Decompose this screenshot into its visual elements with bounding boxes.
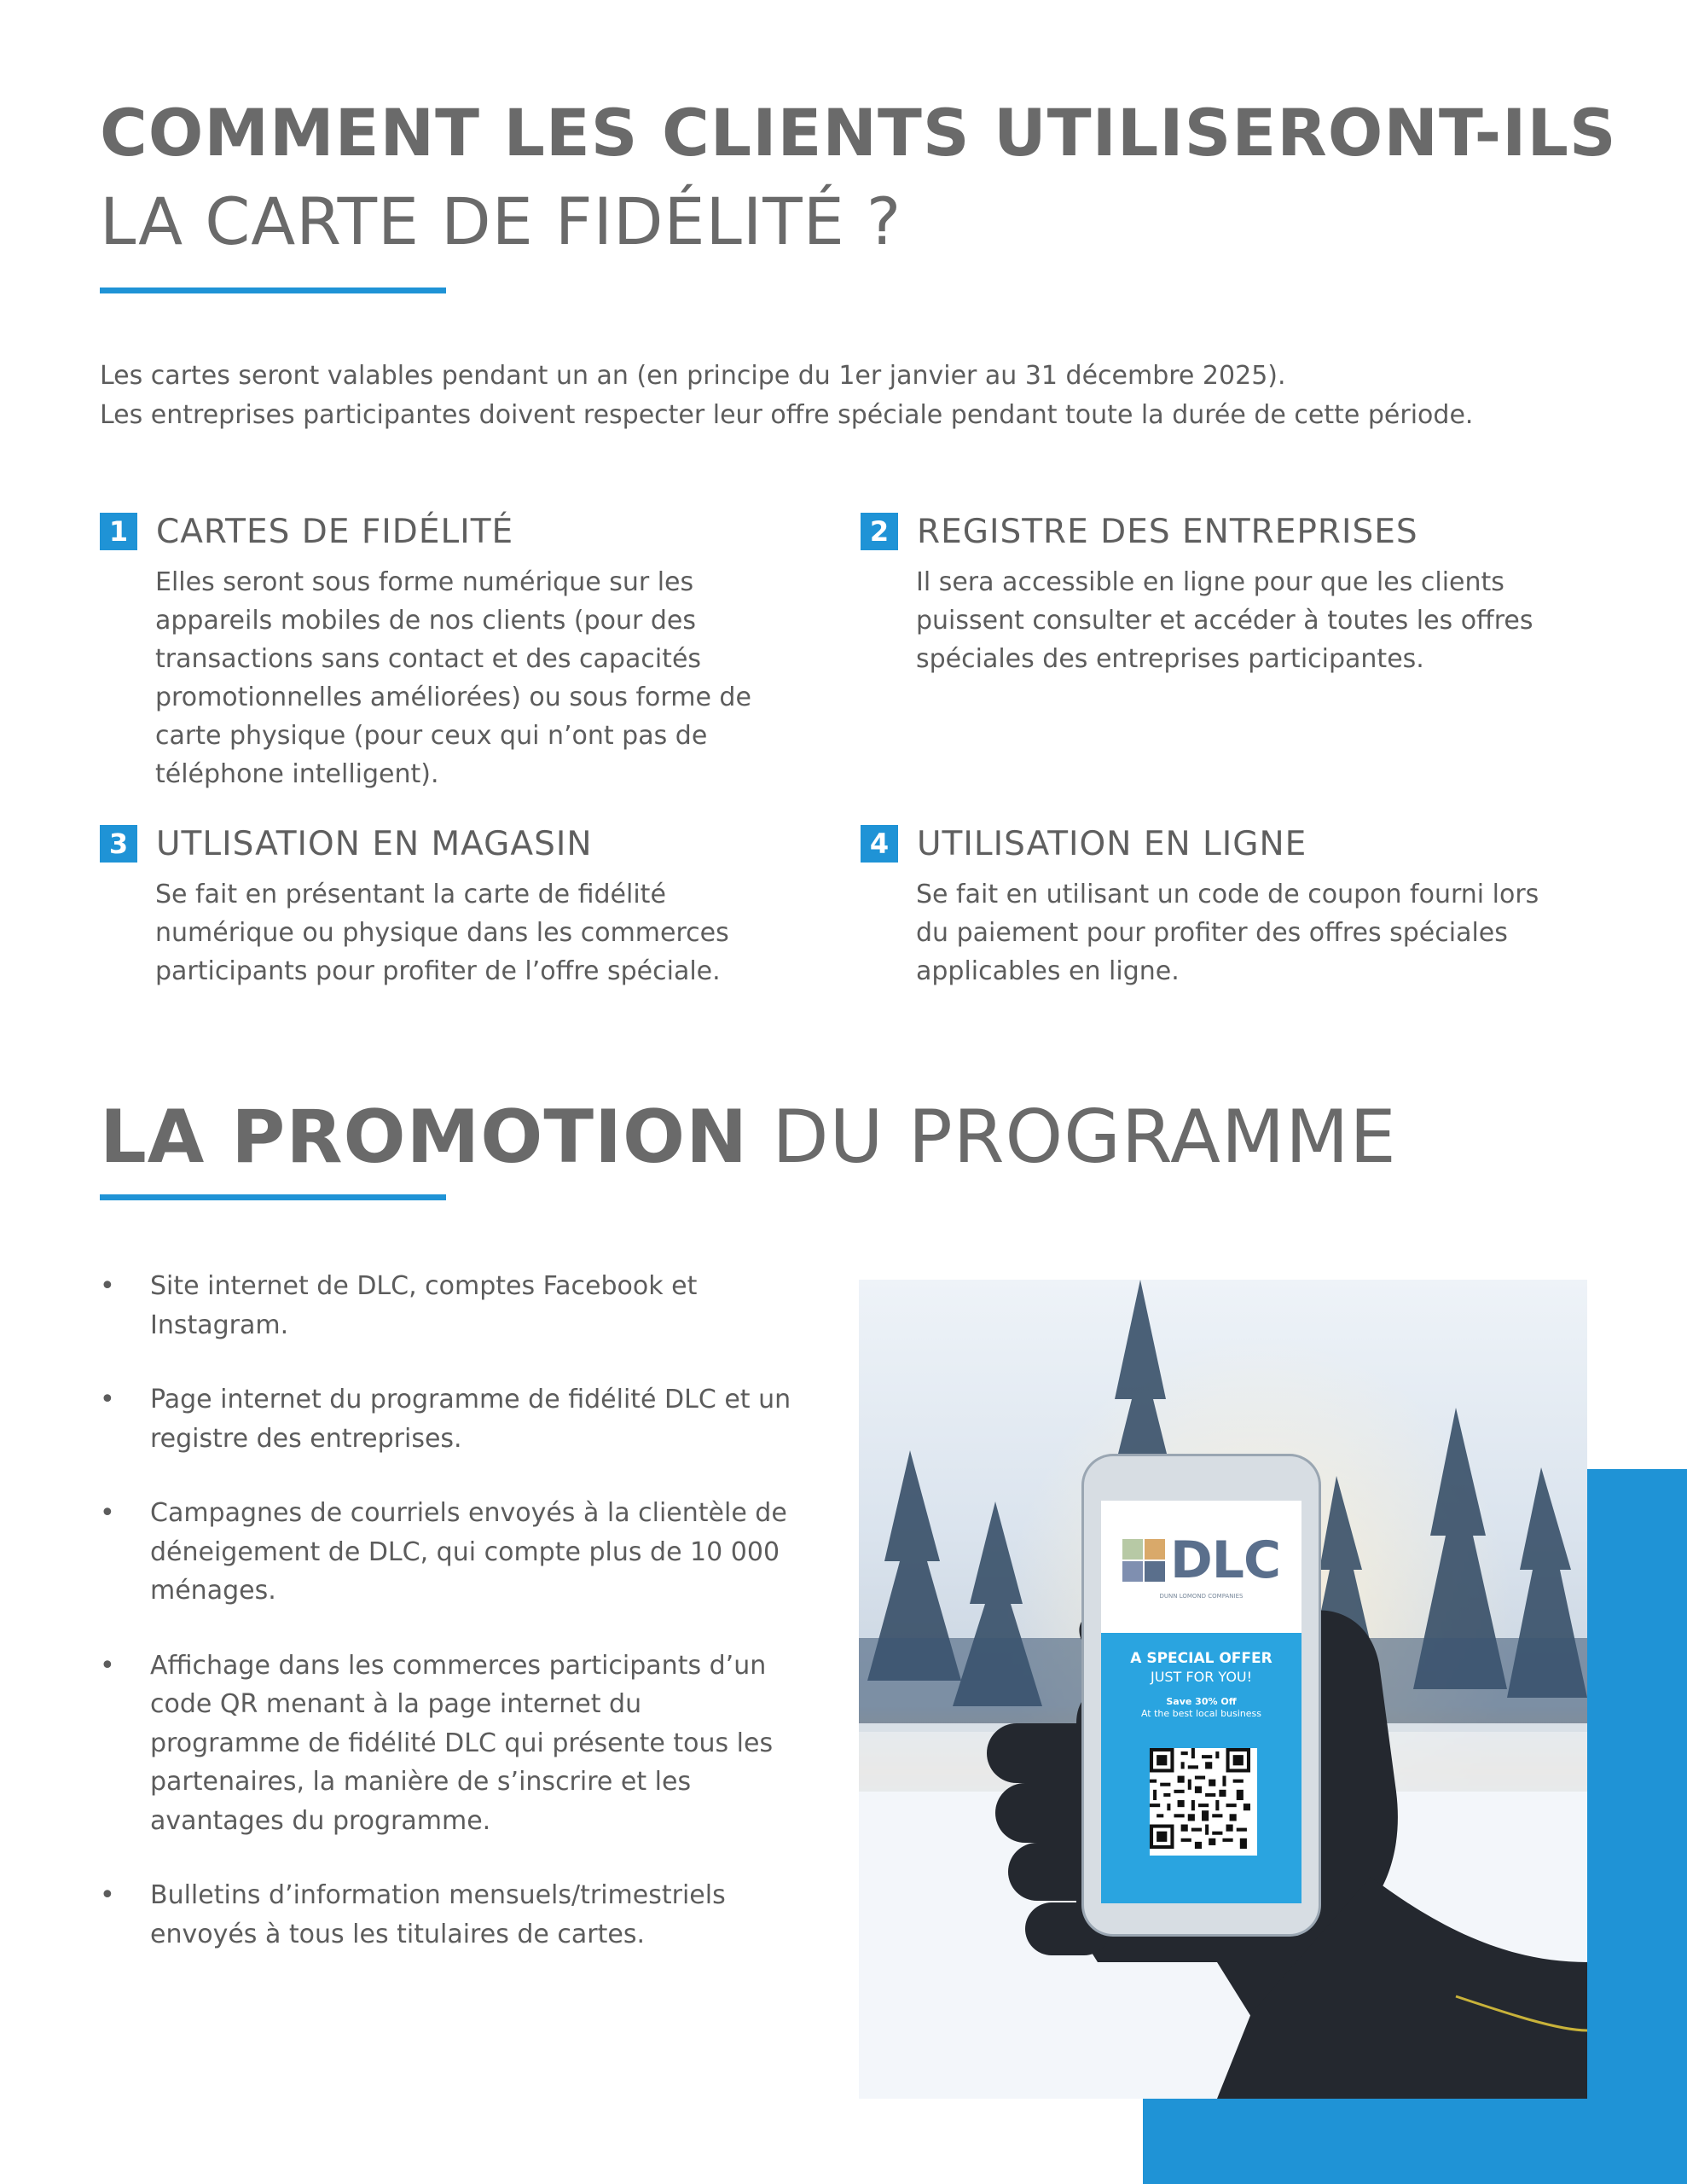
item-online-use xyxy=(861,824,1568,990)
logo-subtitle: DUNN LOMOND COMPANIES xyxy=(1159,1592,1244,1600)
promotion-title-light: DU PROGRAMME xyxy=(748,1095,1397,1180)
item-title: CARTES DE FIDÉLITÉ xyxy=(156,512,514,551)
intro-text xyxy=(100,357,1601,435)
item-body: Elles seront sous forme numérique sur les appareils mobiles de nos clients (pour des transactions sans contact et des capacités promotionnelles améliorées) ou sous forme de carte physique (pour ceux qui n’ont pas de téléphone intelligent). xyxy=(155,567,751,789)
item-body: Se fait en présentant la carte de fidélité numérique ou physique dans les commerces participants pour profiter de l’offre spéciale. xyxy=(155,880,729,986)
item-business-registry xyxy=(861,512,1568,678)
item-title: REGISTRE DES ENTREPRISES xyxy=(917,512,1418,551)
section-title-line1: COMMENT LES CLIENTS UTILISERONT-ILS xyxy=(100,95,1617,171)
dlc-logo: DLC xyxy=(1122,1535,1280,1586)
title-underline xyxy=(100,288,446,293)
item-number-badge: 2 xyxy=(861,513,898,550)
item-body: Il sera accessible en ligne pour que les clients puissent consulter et accéder à toutes les offres spéciales des entreprises participantes. xyxy=(916,567,1533,674)
bullet-marker: • xyxy=(100,1498,115,1528)
bullet-marker: • xyxy=(100,1385,115,1414)
phone-photo xyxy=(859,1280,1587,2099)
list-item: • Site internet de DLC, comptes Facebook et Instagram. xyxy=(100,1267,799,1345)
item-number-badge: 3 xyxy=(100,825,137,863)
smartphone xyxy=(1084,1456,1319,1934)
intro-line: Les cartes seront valables pendant un an (en principe du 1er janvier au 31 décembre 2025). xyxy=(100,361,1286,391)
list-item: • Bulletins d’information mensuels/trimestriels envoyés à tous les titulaires de cartes. xyxy=(100,1876,799,1954)
item-title: UTLISATION EN MAGASIN xyxy=(156,824,593,863)
list-item: • Affichage dans les commerces participants d’un code QR menant à la page internet du programme de fidélité DLC qui présente tous les partenaires, la manière de s’inscrire et les avantages du programme. xyxy=(100,1647,799,1841)
bullet-marker: • xyxy=(100,1880,115,1910)
item-number-badge: 1 xyxy=(100,513,137,550)
promotion-list xyxy=(100,1267,799,1989)
list-item: • Page internet du programme de fidélité DLC et un registre des entreprises. xyxy=(100,1380,799,1458)
promotion-underline xyxy=(100,1194,446,1200)
list-item: • Campagnes de courriels envoyés à la clientèle de déneigement de DLC, qui compte plus de 10 000 ménages. xyxy=(100,1494,799,1611)
bullet-marker: • xyxy=(100,1271,115,1301)
phone-screen xyxy=(1101,1501,1301,1903)
offer-text: A SPECIAL OFFER JUST FOR YOU! Save 30% Off At the best local business xyxy=(1130,1650,1272,1719)
item-in-store-use xyxy=(100,824,808,990)
item-number-badge: 4 xyxy=(861,825,898,863)
promotion-title-bold: LA PROMOTION xyxy=(100,1095,749,1180)
promotion-title xyxy=(100,1095,1397,1180)
intro-line: Les entreprises participantes doivent respecter leur offre spéciale pendant toute la durée de cette période. xyxy=(100,400,1474,430)
item-loyalty-cards xyxy=(100,512,808,793)
item-title: UTILISATION EN LIGNE xyxy=(917,824,1307,863)
bullet-marker: • xyxy=(100,1650,115,1681)
qr-code-icon xyxy=(1150,1748,1257,1856)
item-body: Se fait en utilisant un code de coupon fourni lors du paiement pour profiter des offres spéciales applicables en ligne. xyxy=(916,880,1539,986)
logo-tiles-icon xyxy=(1122,1539,1165,1582)
section-title-line2: LA CARTE DE FIDÉLITÉ ? xyxy=(100,183,902,259)
